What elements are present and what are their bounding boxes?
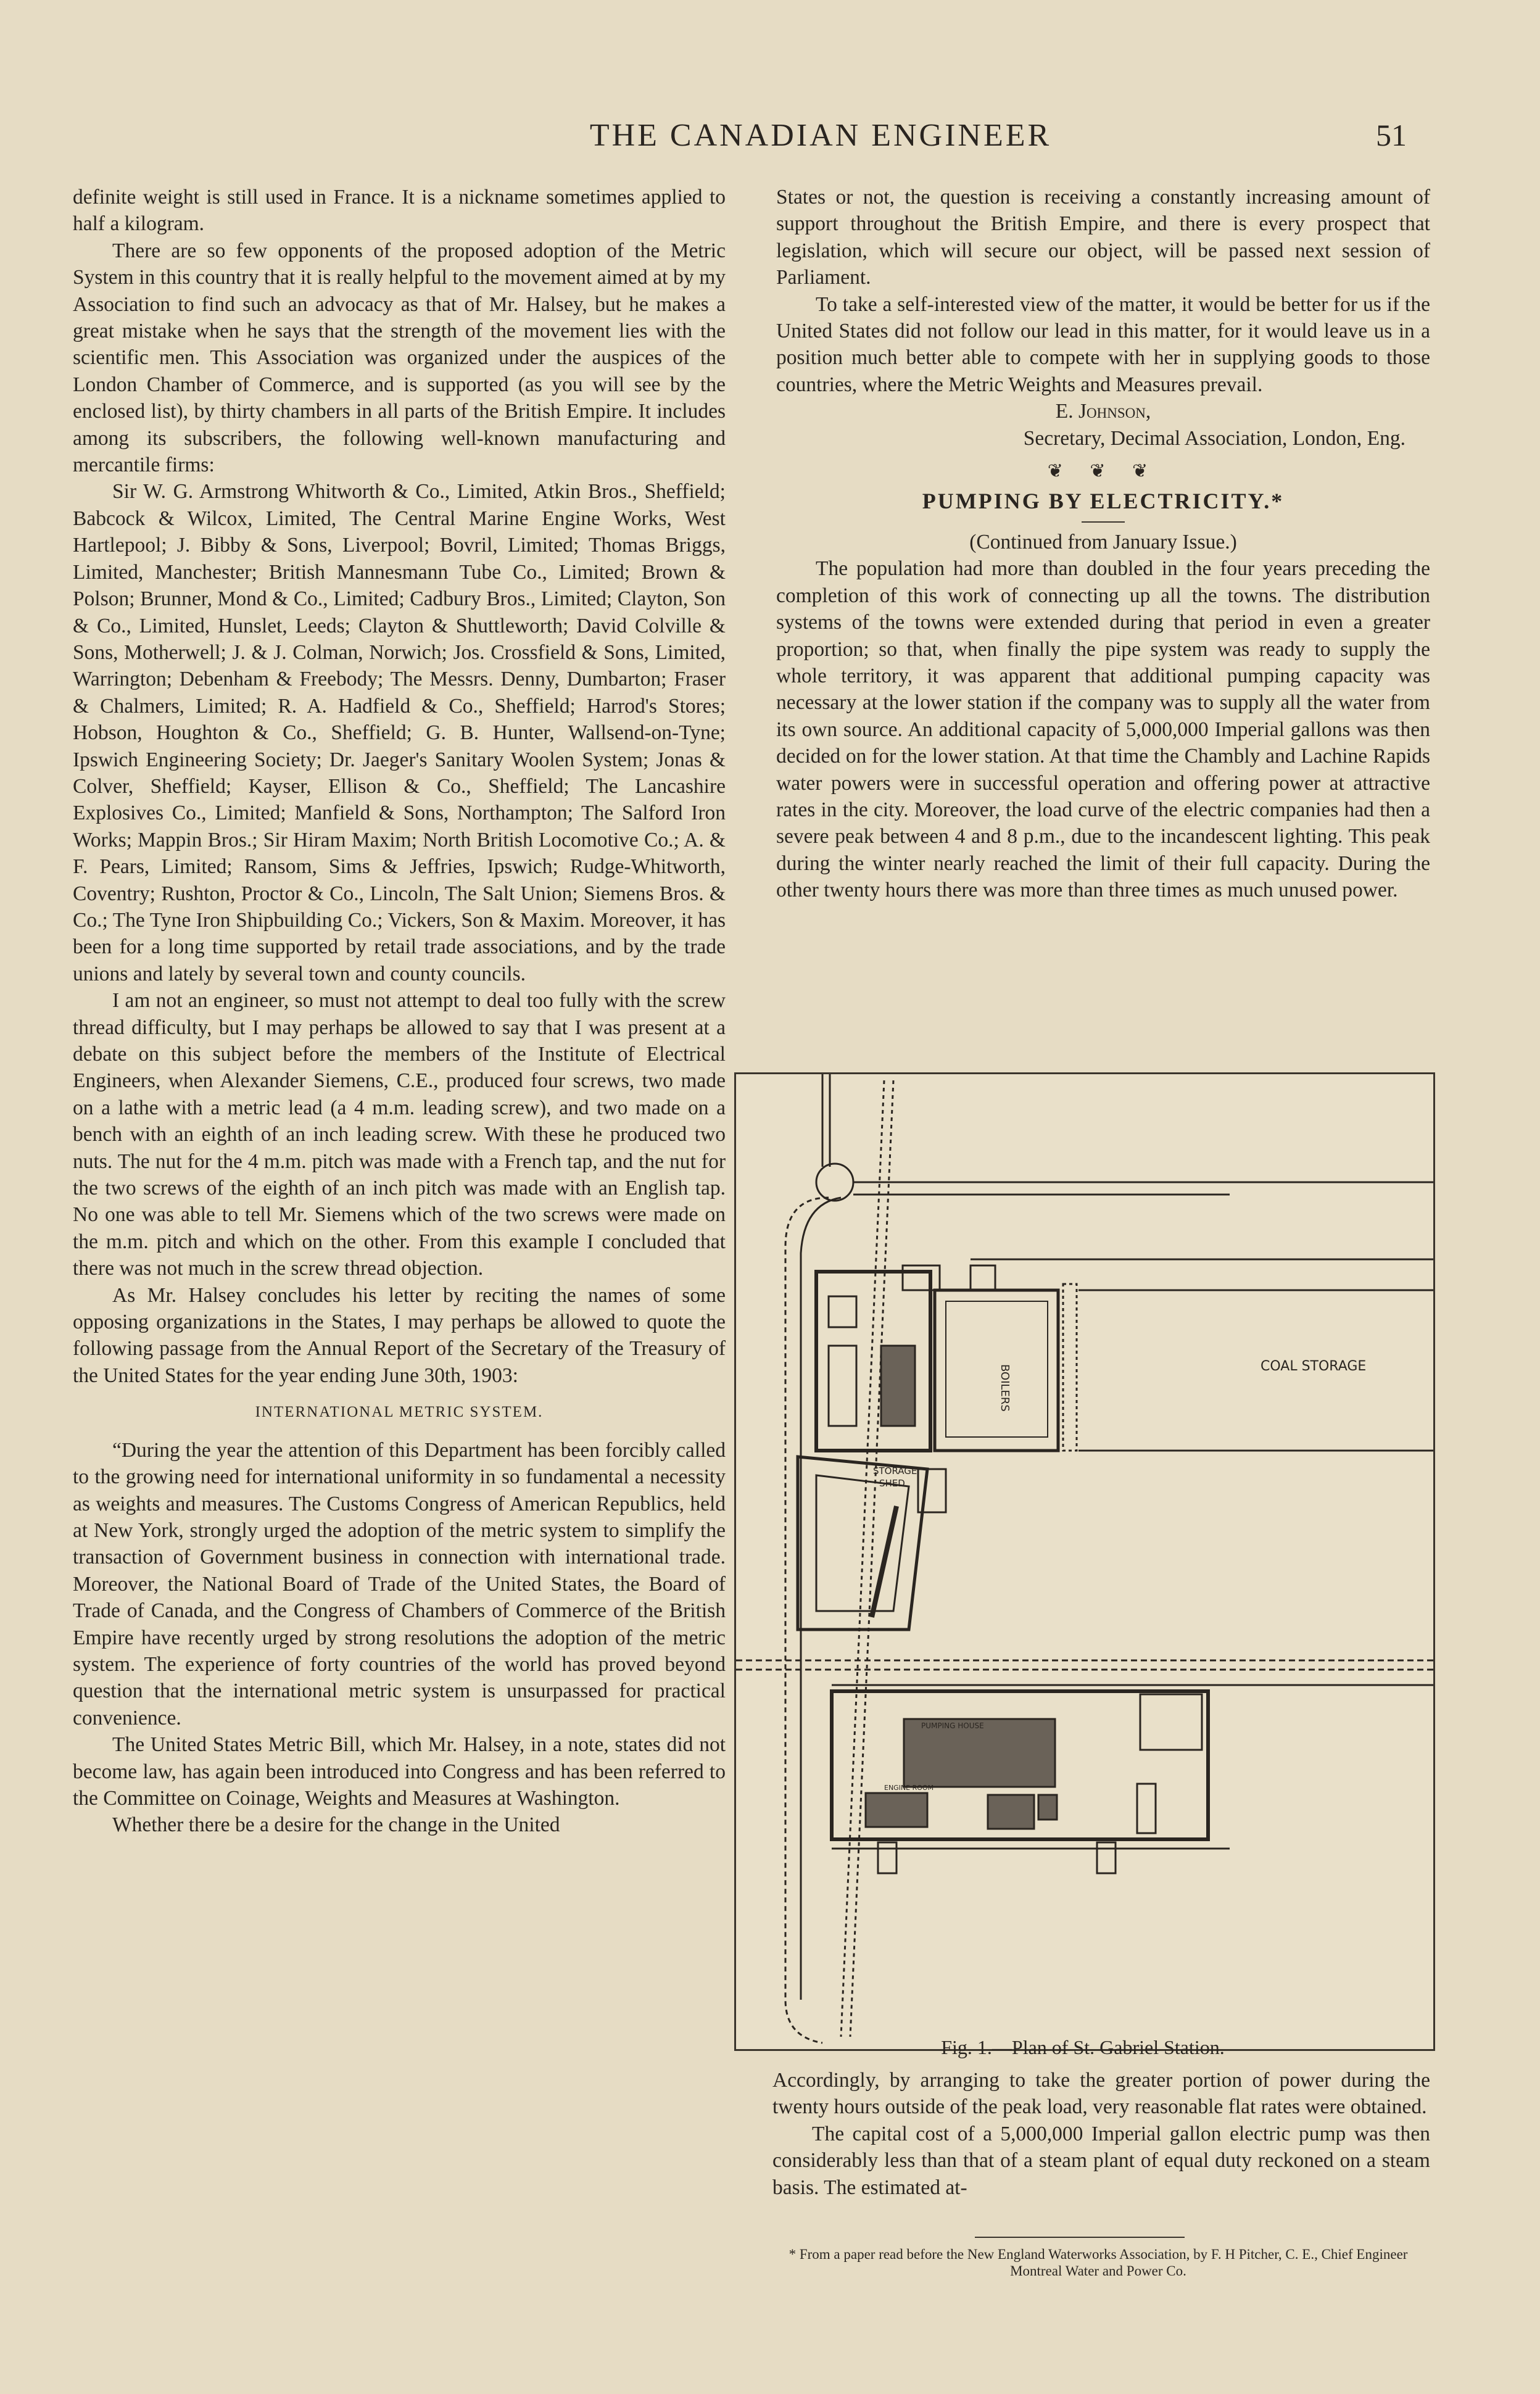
running-head bbox=[74, 117, 1407, 160]
paragraph: definite weight is still used in France. It is a nickname sometimes applied to half a kilogram. bbox=[73, 186, 726, 236]
paragraph: To take a self-interested view of the matter, it would be better for us if the United States did not follow our lead in this matter, for it would leave us in a position much better able to compete with her in supplying goods to those countries, where the Metric Weights and Measures prevail. bbox=[776, 292, 1430, 396]
right-column-bottom bbox=[772, 2067, 1430, 2201]
journal-title: THE CANADIAN ENGINEER bbox=[589, 118, 1052, 153]
footnote-rule bbox=[975, 2237, 1185, 2238]
boilers-label: BOILERS bbox=[998, 1364, 1011, 1412]
firm-list-paragraph: Sir W. G. Armstrong Whitworth & Co., Limited, Atkin Bros., Sheffield; Babcock & Wilcox, Limited, The Central Marine Engine Works, West Hartlepool; J. Bibby & Sons, Liverpool; Bovril, Limited; Thomas Briggs, Limited, Manchester; British Mannesmann Tube Co., Limited; Brown & Polson; Brunner, Mond & Co., Limited; Cadbury Bros., Limited; Clayton, Son & Co., Limited, Hunslet, Leeds; Clayton & Shuttleworth; David Colville & Sons, Motherwell; J. & J. Colman, Norwich; Jos. Crossfield & Sons, Limited, Warrington; Debenham & Freebody; The Messrs. Denny, Dumbarton; Fraser & Chalmers, Limited; R. A. Hadfield & Co., Sheffield; Harrod's Stores; Hobson, Houghton & Co., Sheffield; G. B. Hunter, Wallsend-on-Tyne; Ipswich Engineering Society; Dr. Jaeger's Sanitary Woolen System; Jonas & Colver, Sheffield; Kayser, Ellison & Co., Sheffield; The Lancashire Explosives Co., Limited; Manfield & Sons, Northampton; The Salford Iron Works; Mappin Bros.; Sir Hiram Maxim; North British Locomotive Co.; A. & F. Pears, Limited; Ransom, Sims & Jeffries, Ipswich; Rudge-Whitworth, Coventry; Rushton, Proctor & Co., Lincoln, The Salt Union; Siemens Bros. & Co.; The Tyne Iron Shipbuilding Co.; Vickers, Son & Maxim. Moreover, it has been for a long time supported by retail trade associations, and by the trade unions and lately by several town and county councils. bbox=[73, 480, 726, 985]
coal-storage-label: COAL STORAGE bbox=[1261, 1359, 1367, 1374]
continued-note: (Continued from January Issue.) bbox=[969, 530, 1237, 553]
quote-paragraph: “During the year the attention of this Department has been forcibly called to the growing need for international uniformity in so fundamental a necessity as weights and measures. The Customs Congress of American Republics, held at New York, strongly urged the adoption of the metric system to simplify the transaction of Government business in connection with international trade. Moreover, the National Board of Trade of the United States, the Board of Trade of Canada, and the Congress of Chambers of Commerce of the British Empire have recently urged by strong resolutions the adoption of the metric system. The experience of forty countries of the world has proved beyond question that the international metric system is unsurpassed for practical convenience. bbox=[73, 1438, 726, 1729]
paragraph: States or not, the question is receiving a constantly increasing amount of support throughout the British Empire, and there is every prospect that legislation, which will secure our object, will be passed next session of Parliament. bbox=[776, 186, 1430, 289]
article-title: PUMPING BY ELECTRICITY.* bbox=[922, 489, 1285, 514]
signature-title: Secretary, Decimal Association, London, Eng. bbox=[1023, 426, 1405, 450]
figure-caption: Fig. 1.—Plan of St. Gabriel Station. bbox=[941, 2036, 1225, 2058]
page-number: 51 bbox=[1376, 118, 1407, 152]
storage-shed-label: STORAGE bbox=[873, 1465, 917, 1477]
paragraph: Accordingly, by arranging to take the greater portion of power during the twenty hours outside of the peak load, very reasonable flat rates were obtained. bbox=[772, 2069, 1430, 2119]
fleuron-ornament: ❦ ❦ ❦ bbox=[1047, 461, 1159, 482]
title-rule bbox=[1082, 521, 1125, 523]
pumping-house-label: PUMPING HOUSE bbox=[921, 1721, 984, 1730]
engine-room-label: ENGINE ROOM bbox=[884, 1784, 934, 1792]
paragraph: As Mr. Halsey concludes his letter by reciting the names of some opposing organizations in the States, I may perhaps be allowed to quote the following passage from the Annual Report of the Secretary of the Treasury of the United States for the year ending June 30th, 1903: bbox=[73, 1283, 726, 1387]
paragraph: The population had more than doubled in the four years preceding the completion of this work of connecting up all the towns. The distribution systems of the towns were extended during that period in even a greater proportion; so that, when finally the pipe system was ready to supply the whole territory, it was apparent that additional pumping capacity was necessary at the lower station if the company was to supply all the water from its own source. An additional capacity of 5,000,000 Imperial gallons was then decided on for the lower station. At that time the Chambly and Lachine Rapids water powers were in successful operation and offering power at attractive rates in the city. Moreover, the load curve of the electric companies had then a severe peak between 4 and 8 p.m., due to the incandescent lighting. This peak during the winter nearly reached the limit of their full capacity. During the other twenty hours there was more than three times as much unused power. bbox=[776, 557, 1430, 902]
section-subheading: INTERNATIONAL METRIC SYSTEM. bbox=[255, 1404, 544, 1421]
paragraph: There are so few opponents of the proposed adoption of the Metric System in this country that it is really helpful to the movement aimed at by my Association to find such an advocacy as that of Mr. Halsey, but he makes a great mistake when he says that the strength of the movement lies with the scientific men. This Association was organized under the auspices of the London Chamber of Commerce, and is supported (as you will see by the enclosed list), by thirty chambers in all parts of the British Empire. It includes among its subscribers, the following well-known manufacturing and mercantile firms: bbox=[73, 239, 726, 477]
signature-name: E. Johnson, bbox=[1055, 400, 1151, 423]
left-column bbox=[73, 184, 726, 1839]
quote-paragraph: Whether there be a desire for the change in the United bbox=[112, 1813, 560, 1837]
right-column bbox=[776, 184, 1430, 904]
station-plan-drawing bbox=[736, 1074, 1433, 2049]
footnote: * From a paper read before the New England Waterworks Association, by F. H Pitcher, C. E., Chief Engineer Montreal Water and Power Co. bbox=[789, 2247, 1408, 2279]
station-plan-figure bbox=[734, 1072, 1435, 2051]
storage-shed-label-2: SHED bbox=[879, 1478, 905, 1489]
quote-paragraph: The United States Metric Bill, which Mr. Halsey, in a note, states did not become law, has again been introduced into Congress and has been referred to the Committee on Coinage, Weights and Measures at Washington. bbox=[73, 1733, 726, 1810]
paragraph: The capital cost of a 5,000,000 Imperial gallon electric pump was then considerably less than that of a steam plant of equal duty reckoned on a steam basis. The estimated at- bbox=[772, 2122, 1430, 2199]
paragraph: I am not an engineer, so must not attempt to deal too fully with the screw thread difficulty, but I may perhaps be allowed to say that I was present at a debate on this subject before the members of the Institute of Electrical Engineers, when Alexander Siemens, C.E., produced four screws, two made on a lathe with a metric lead (a 4 m.m. leading screw), and two made on a bench with an eighth of an inch leading screw. With these he produced two nuts. The nut for the 4 m.m. pitch was made with a French tap, and the nut for the two screws of the eighth of an inch pitch was made with an English tap. No one was able to tell Mr. Siemens which of the two screws were made on the m.m. pitch and which on the other. From this example I concluded that there was not much in the screw thread objection. bbox=[73, 989, 726, 1280]
